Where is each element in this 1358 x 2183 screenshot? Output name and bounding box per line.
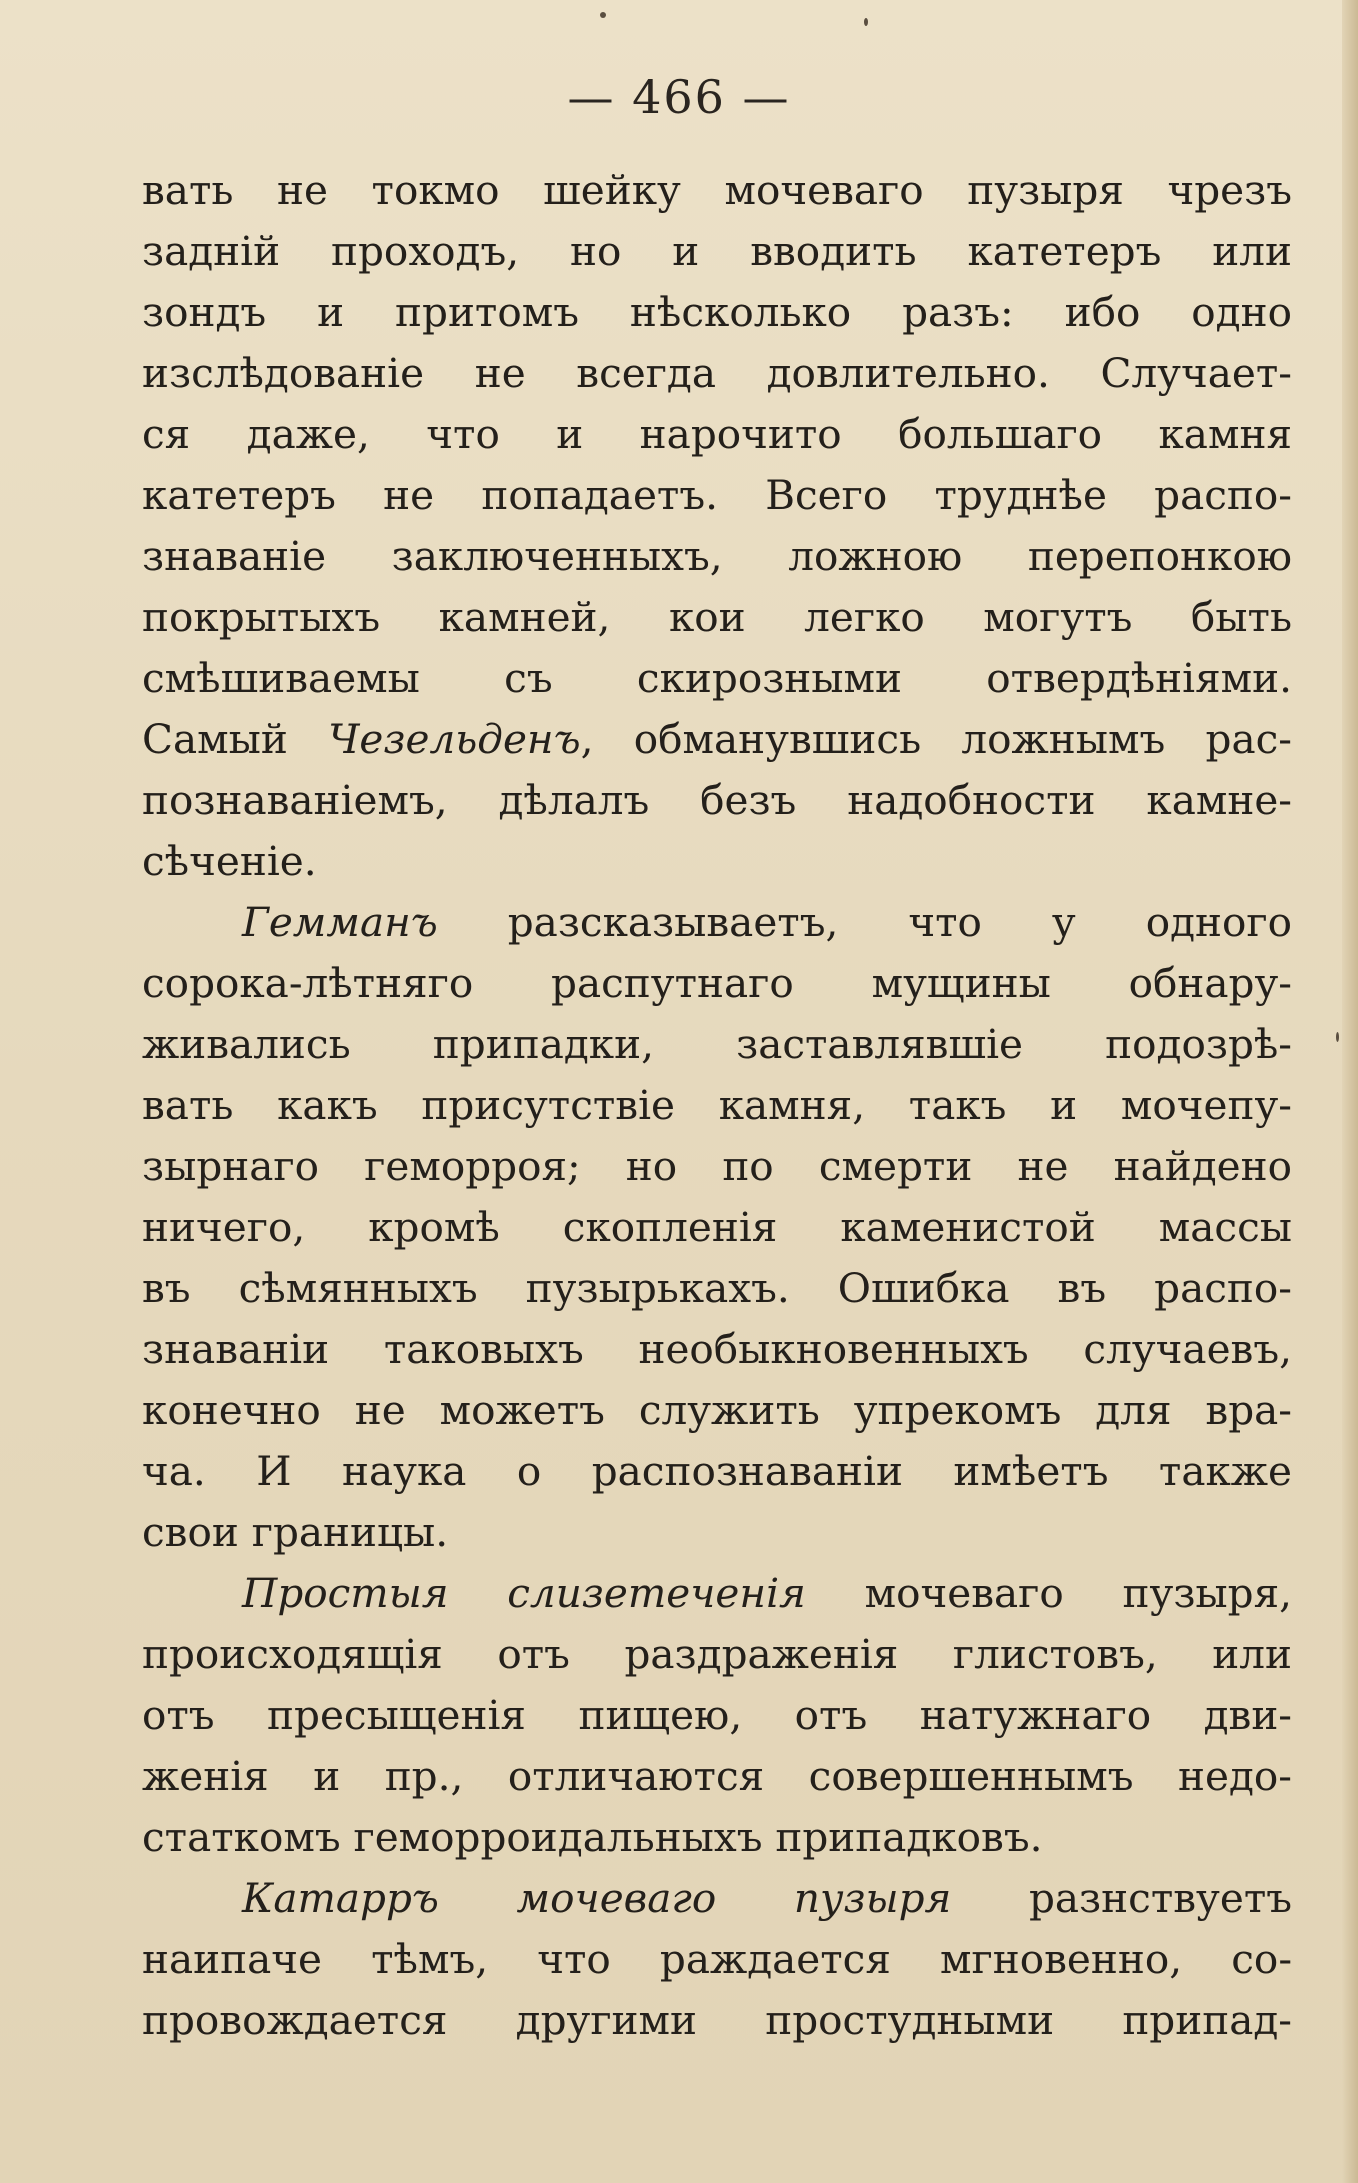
text-run: знаваніи таковыхъ необыкновенныхъ случаевъ, xyxy=(142,1325,1292,1373)
text-run: провождается другими простудными припад- xyxy=(142,1996,1292,2044)
text-line xyxy=(142,1807,1292,1868)
text-line xyxy=(142,1563,1292,1624)
text-run: зондъ и притомъ нѣсколько разъ: ибо одно xyxy=(142,288,1292,336)
text-line xyxy=(142,1502,1292,1563)
text-line xyxy=(142,1258,1292,1319)
text-run: задній проходъ, но и вводить катетеръ или xyxy=(142,227,1292,275)
text-line xyxy=(142,1075,1292,1136)
text-line xyxy=(142,221,1292,282)
text-line xyxy=(142,831,1292,892)
text-line xyxy=(142,709,1292,770)
text-run: конечно не можетъ служить упрекомъ для вра- xyxy=(142,1386,1292,1434)
paper-speck xyxy=(1336,1032,1339,1042)
text-line xyxy=(142,343,1292,404)
text-run: мочеваго пузыря, xyxy=(805,1569,1292,1617)
italic-term: Чезельденъ xyxy=(328,715,581,763)
italic-term: Катарръ мочеваго пузыря xyxy=(242,1874,952,1922)
text-run: зырнаго геморроя; но по смерти не найдено xyxy=(142,1142,1292,1190)
text-run: въ сѣмянныхъ пузырькахъ. Ошибка въ распо- xyxy=(142,1264,1292,1312)
text-line xyxy=(142,282,1292,343)
text-run: изслѣдованіе не всегда довлительно. Случает- xyxy=(142,349,1292,397)
text-run: ничего, кромѣ скопленія каменистой массы xyxy=(142,1203,1292,1251)
text-line xyxy=(142,1929,1292,1990)
text-run: разнствуетъ xyxy=(951,1874,1292,1922)
page-text-block xyxy=(142,160,1292,2051)
text-run: женія и пр., отличаются совершеннымъ недо- xyxy=(142,1752,1292,1800)
text-run: наипаче тѣмъ, что раждается мгновенно, со- xyxy=(142,1935,1292,1983)
text-run: смѣшиваемы съ скирозными отвердѣніями. xyxy=(142,654,1292,702)
text-line xyxy=(142,587,1292,648)
text-line xyxy=(142,1624,1292,1685)
text-run: катетеръ не попадаетъ. Всего труднѣе распо- xyxy=(142,471,1292,519)
text-line xyxy=(142,953,1292,1014)
text-line xyxy=(142,160,1292,221)
text-run: , обманувшись ложнымъ рас- xyxy=(580,715,1292,763)
text-line xyxy=(142,1319,1292,1380)
text-run: сѣченіе. xyxy=(142,837,317,885)
page-edge-shadow xyxy=(1342,0,1358,2183)
text-line xyxy=(142,1380,1292,1441)
text-line xyxy=(142,1990,1292,2051)
text-line xyxy=(142,1868,1292,1929)
text-run: ча. И наука о распознаваніи имѣетъ также xyxy=(142,1447,1292,1495)
text-run: ся даже, что и нарочито большаго камня xyxy=(142,410,1292,458)
text-run: разсказываетъ, что у одного xyxy=(437,898,1292,946)
italic-term: Гемманъ xyxy=(242,898,438,946)
text-line xyxy=(142,1685,1292,1746)
text-line xyxy=(142,465,1292,526)
text-run: отъ пресыщенія пищею, отъ натужнаго дви- xyxy=(142,1691,1292,1739)
page-number: — 466 — xyxy=(567,70,791,124)
text-run: сорока-лѣтняго распутнаго мущины обнару- xyxy=(142,959,1292,1007)
text-run: Самый xyxy=(142,715,329,763)
text-line xyxy=(142,1197,1292,1258)
text-run: живались припадки, заставлявшіе подозрѣ- xyxy=(142,1020,1292,1068)
text-run: вать не токмо шейку мочеваго пузыря чрезъ xyxy=(142,166,1292,214)
text-line xyxy=(142,892,1292,953)
text-run: вать какъ присутствіе камня, такъ и мочепу- xyxy=(142,1081,1292,1129)
text-run: знаваніе заключенныхъ, ложною перепонкою xyxy=(142,532,1292,580)
text-run: покрытыхъ камней, кои легко могутъ быть xyxy=(142,593,1292,641)
text-line xyxy=(142,526,1292,587)
paper-speck xyxy=(864,18,868,26)
text-line xyxy=(142,1441,1292,1502)
text-run: свои границы. xyxy=(142,1508,449,1556)
text-line xyxy=(142,648,1292,709)
text-line xyxy=(142,770,1292,831)
italic-term: Простыя слизетеченія xyxy=(242,1569,806,1617)
text-line xyxy=(142,404,1292,465)
text-run: статкомъ геморроидальныхъ припадковъ. xyxy=(142,1813,1043,1861)
text-run: познаваніемъ, дѣлалъ безъ надобности камне- xyxy=(142,776,1292,824)
text-line xyxy=(142,1136,1292,1197)
text-line xyxy=(142,1746,1292,1807)
paper-speck xyxy=(600,12,606,18)
text-run: происходящія отъ раздраженія глистовъ, или xyxy=(142,1630,1292,1678)
text-line xyxy=(142,1014,1292,1075)
